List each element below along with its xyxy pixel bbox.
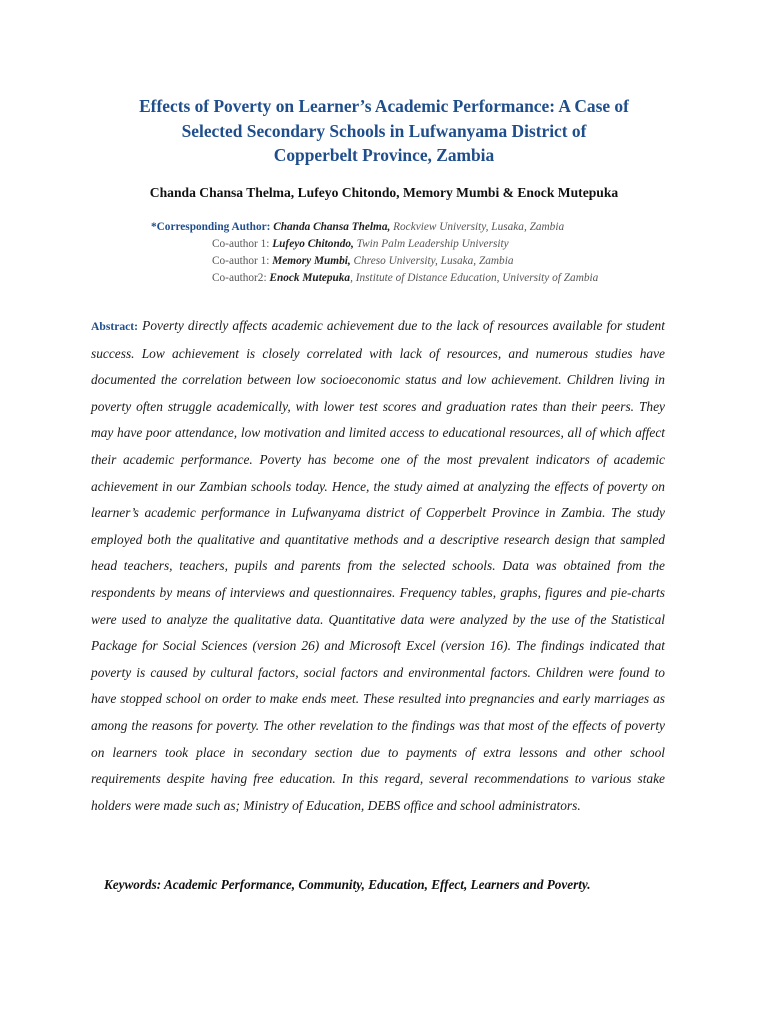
- affiliation-name: Chanda Chansa Thelma,: [273, 221, 391, 233]
- affiliation-corresponding: [151, 219, 564, 236]
- abstract-label: Abstract:: [91, 320, 139, 333]
- affiliation-role: Co-author 1:: [212, 238, 270, 250]
- affiliation-coauthor-1: [212, 236, 509, 253]
- paper-title: [80, 94, 688, 168]
- affiliation-role: Co-author2:: [212, 272, 267, 284]
- affiliation-coauthor-3: [212, 270, 598, 287]
- affiliation-name: Enock Mutepuka: [269, 272, 351, 284]
- affiliation-coauthor-2: [212, 253, 514, 270]
- affiliation-institution: Rockview University, Lusaka, Zambia: [393, 221, 565, 233]
- affiliation-institution: , Institute of Distance Education, University of Zambia: [350, 272, 599, 284]
- title-line-3: Copperbelt Province, Zambia: [273, 145, 495, 165]
- affiliation-role: *Corresponding Author:: [151, 221, 271, 233]
- title-line-1: Effects of Poverty on Learner’s Academic Performance: A Case of: [139, 96, 629, 116]
- title-line-2: Selected Secondary Schools in Lufwanyama District of: [181, 120, 587, 141]
- abstract: [91, 313, 665, 819]
- affiliation-name: Memory Mumbi,: [272, 255, 351, 267]
- abstract-text: Poverty directly affects academic achievement due to the lack of resources available for student success. Low achievement is closely correlated with lack of resources, and numerous studies have documented the correlation between low socioeconomic status and low achievement. Children living in poverty often struggle academically, with lower test scores and graduation rates than their peers. They may have poor attendance, low motivation and limited access to educational resources, all of which affect their academic performance. Poverty has become one of the most prevalent indicators of academic achievement in our Zambian schools today. Hence, the study aimed at analyzing the effects of poverty on learner’s academic performance in Lufwanyama district of Copperbelt Province in Zambia. The study employed both the qualitative and quantitative methods and a descriptive research design that sampled head teachers, teachers, pupils and parents from the selected schools. Data was obtained from the respondents by means of interviews and questionnaires. Frequency tables, graphs, figures and pie-charts were used to analyze the qualitative data. Quantitative data were analyzed by the use of the Statistical Package for Social Sciences (version 26) and Microsoft Excel (version 16). The findings indicated that poverty is caused by cultural factors, social factors and environmental factors. Children were found to have stopped school on order to make ends meet. These resulted into pregnancies and early marriages as among the reasons for poverty. The other revelation to the findings was that most of the effects of poverty on learners took place in secondary section due to payments of extra lessons and other school requirements despite having free education. In this regard, several recommendations to various stake holders were made such as; Ministry of Education, DEBS office and school administrators.: [91, 318, 665, 813]
- affiliation-institution: Twin Palm Leadership University: [356, 238, 509, 250]
- author-list: Chanda Chansa Thelma, Lufeyo Chitondo, Memory Mumbi & Enock Mutepuka: [149, 185, 619, 200]
- affiliation-name: Lufeyo Chitondo,: [272, 238, 354, 250]
- affiliation-institution: Chreso University, Lusaka, Zambia: [353, 255, 514, 267]
- affiliation-role: Co-author 1:: [212, 255, 270, 267]
- keywords: Keywords: Academic Performance, Community, Education, Effect, Learners and Poverty.: [104, 877, 591, 892]
